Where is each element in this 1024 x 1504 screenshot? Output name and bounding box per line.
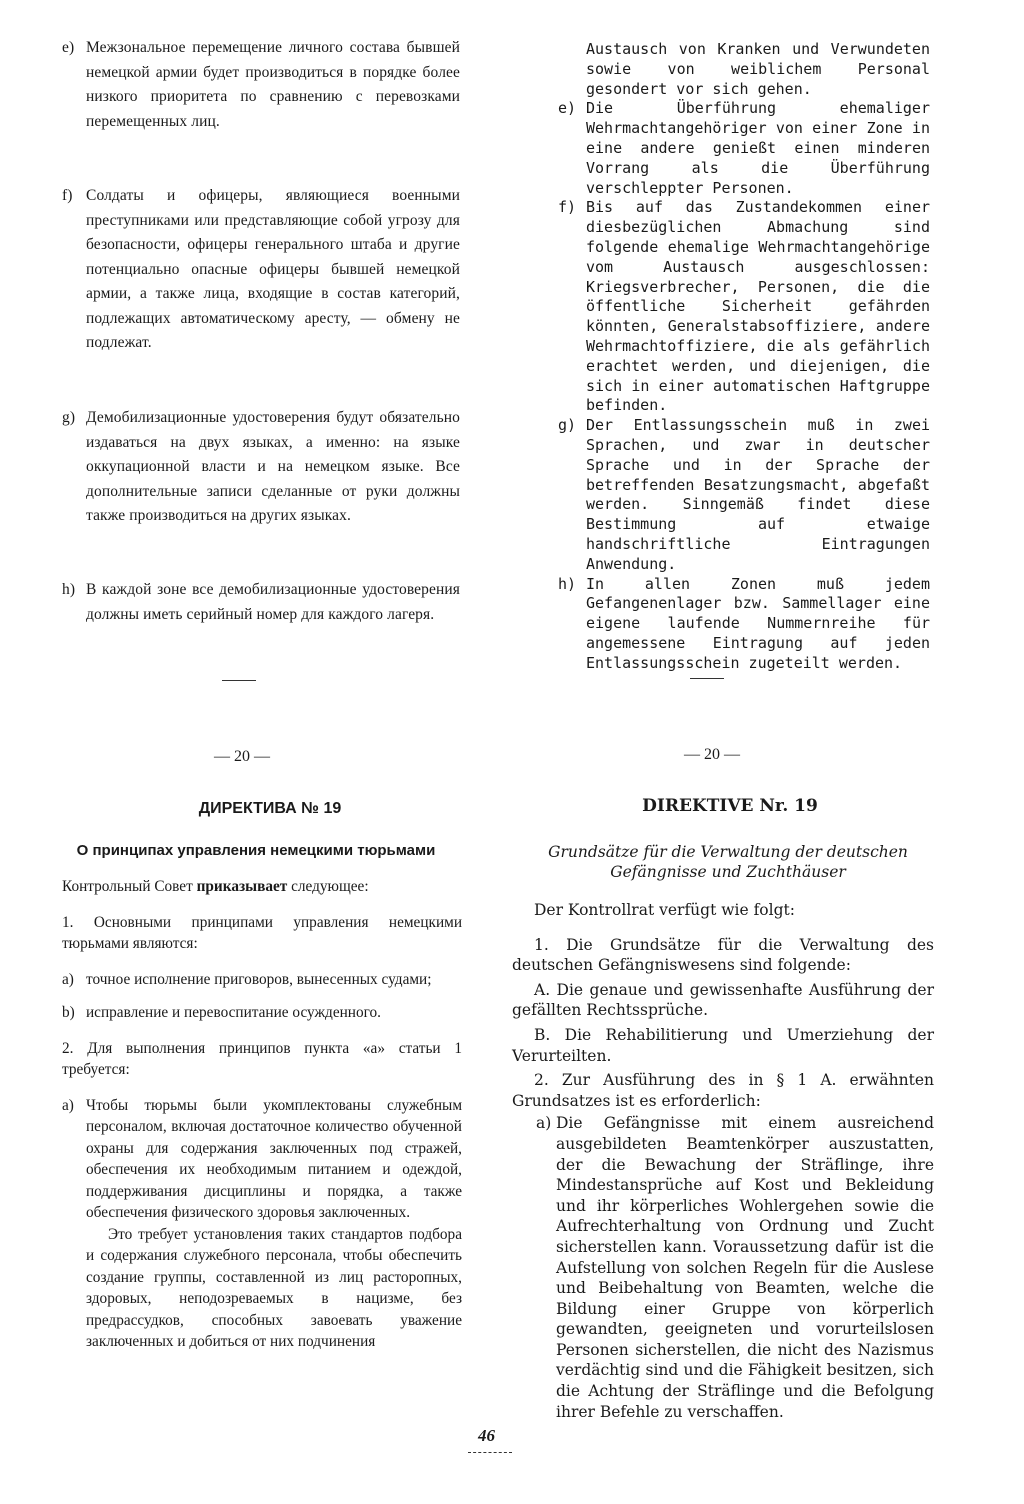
item-text: Bis auf das Zustandekommen einer diesbezüglichen Abmachung sind folgende ehemalige Wehrmachtangehörige vom Austausch ausgeschlossen: Kriegsverbrecher, Personen, die die öffentliche Sicherheit gefährden könnten, Generalstabsoffiziere, andere Wehrmachtoffiziere, die als gefährlich erachtet werden, und diejenigen, die sich in einer automatischen Haftgruppe befinden. (586, 198, 930, 415)
item-text: Межзональное перемещение личного состава бывшей немецкой армии будет производиться в порядке более низкого приоритета по сравнению с перевозками перемещенных лиц. (86, 39, 460, 130)
de-subtitle-line-2: Gefängnisse und Zuchthäuser (610, 863, 846, 881)
ru-directive-subtitle: О принципах управления немецкими тюрьмами (76, 842, 436, 859)
ru-item-g (62, 406, 460, 554)
item-text: In allen Zonen muß jedem Gefangenenlager bzw. Sammellager eine eigene laufende Nummernreihe für angemessene Eintragung auf jeden Entlassungsschein zugeteilt werden. (586, 574, 930, 672)
item-text: В каждой зоне все демобилизационные удостоверения должны иметь серийный номер для каждого лагеря. (86, 581, 460, 623)
item-letter: h) (62, 581, 76, 598)
ru-p1-item-a (62, 969, 462, 991)
item-letter: f) (558, 198, 577, 217)
de-paragraph-2: 2. Zur Ausführung des in § 1 A. erwähnten Grundsatzes ist es erforderlich: (512, 1071, 934, 1110)
de-lead-text: Austausch von Kranken und Verwundeten sowie von weiblichem Personal gesondert vor sich gehen. (586, 40, 930, 98)
item-letter: e) (558, 99, 577, 118)
item-text: Чтобы тюрьмы были укомплектованы служебным персоналом, включая достаточное количество обученной охраны для содержания заключенных под стражей, обеспечения их необходимым питанием и одеждой, поддерживания дисциплины и порядка, а также обеспечения физического здоровья заключенных. (86, 1096, 462, 1221)
bottom-russian-column (62, 876, 462, 1353)
item-text: Солдаты и офицеры, являющиеся военными преступниками или представляющие собой угрозу для безопасности, офицеры генерального штаба и другие потенциально опасные офицеры бывшей немецкой армии, а также лица, входящие в состав категорий, подлежащих автоматическому аресту, — обмену не подлежат. (86, 187, 460, 351)
item-letter: g) (558, 416, 577, 435)
item-text: Демобилизационные удостоверения будут обязательно издаваться на двух языках, а именно: на языке оккупационной власти и на немецком языке. Все дополнительные записи сделанные от руки должны также производиться на других языках. (86, 409, 460, 524)
de-item-g (558, 416, 930, 574)
item-letter: e) (62, 39, 75, 56)
de-directive-subtitle (528, 842, 928, 882)
item-text: Die Gefängnisse mit einem ausreichend ausgebildeten Beamtenkörper auszustatten, der die Bewachung der Sträflinge, ihre Mindestansprüche auf Kost und Bekleidung und ihr körperliches Wohlergehen sowie die Aufrechterhaltung von Ordnung und Zucht sicherstellen kann. Voraussetzung dafür ist die Aufstellung von solchen Regeln für die Auslese und Beibehaltung von Beamten, welche die Bildung einer Gruppe von körperlich gewandten, geeigneten und vorurteilslosen Personen sicherstellen, die nicht des Nazismus verdächtig sind und die Fähigkeit besitzen, sich die Achtung der Sträflinge und die Befolgung ihrer Befehle zu verschaffen. (556, 1114, 934, 1421)
top-german-column (558, 40, 930, 674)
ru-item-h (62, 578, 460, 627)
page-marker-left: — 20 — (214, 748, 270, 765)
ru-paragraph-1: 1. Основными принципами управления немецкими тюрьмами являются: (62, 913, 462, 952)
de-paragraph-1: 1. Die Grundsätze für die Verwaltung des deutschen Gefängniswesens sind folgende: (512, 935, 934, 975)
ru-intro (62, 876, 462, 898)
ru-directive-title: ДИРЕКТИВА № 19 (198, 800, 342, 817)
footer-underline (468, 1452, 512, 1453)
page-marker-right: — 20 — (684, 746, 740, 763)
de-item-h (558, 575, 930, 674)
item-letter: a) (62, 970, 74, 988)
ru-paragraph-2: 2. Для выполнения принципов пункта «а» статьи 1 требуется: (62, 1039, 462, 1078)
ru-intro-suffix: следующее: (287, 878, 369, 895)
de-intro: Der Kontrollrat verfügt wie folgt: (534, 901, 795, 919)
item-text: точное исполнение приговоров, вынесенных судами; (86, 970, 432, 988)
de-paragraph-A: A. Die genaue und gewissenhafte Ausführung der gefällten Rechtssprüche. (512, 980, 934, 1020)
item-letter: f) (62, 187, 73, 204)
ru-item-e (62, 36, 460, 158)
item-text: исправление и перевоспитание осужденного. (86, 1004, 382, 1021)
de-item-f (558, 198, 930, 416)
de-paragraph-B: B. Die Rehabilitierung und Umerziehung der Verurteilten. (512, 1025, 934, 1065)
de-item-e (558, 99, 930, 198)
ru-item-f (62, 184, 460, 382)
item-letter: b) (62, 1004, 75, 1021)
section-divider-right (690, 678, 724, 679)
item-letter: g) (62, 409, 76, 426)
de-subtitle-line-1: Grundsätze für die Verwaltung der deutschen (548, 843, 908, 861)
de-p2-item-a (512, 1113, 934, 1422)
de-directive-title: DIREKTIVE Nr. 19 (642, 796, 818, 816)
top-russian-column (62, 36, 460, 651)
item-letter: a) (536, 1114, 552, 1133)
ru-intro-bold: приказывает (196, 878, 288, 895)
section-divider-left (222, 680, 256, 681)
ru-p1-item-b (62, 1002, 462, 1024)
page-number: 46 (478, 1426, 495, 1445)
item-letter: a) (62, 1096, 74, 1114)
ru-intro-prefix: Контрольный Совет (62, 878, 197, 895)
item-text: Die Überführung ehemaliger Wehrmachtangehöriger von einer Zone in eine andere genießt einen minderen Vorrang als die Überführung verschleppter Personen. (586, 99, 930, 197)
item-letter: h) (558, 574, 577, 593)
ru-p2-item-a (62, 1095, 462, 1224)
bottom-german-column (512, 900, 934, 1422)
item-text: Der Entlassungsschein muß in zwei Sprachen, und zwar in deutscher Sprache und in der Sprache der betreffenden Besatzungsmacht, abgefaßt werden. Sinngemäß findet diese Bestimmung auf etwaige handschriftliche Eintragungen Anwendung. (586, 416, 930, 573)
ru-p2-item-continuation: Это требует установления таких стандартов подбора и содержания служебного персонала, чтобы обеспечить создание группы, составленной из лиц расторопных, здоровых, неподозреваемых в нацизме, без предрассудков, способных завоевать уважение заключенных и добиться от них подчинения (86, 1225, 462, 1350)
